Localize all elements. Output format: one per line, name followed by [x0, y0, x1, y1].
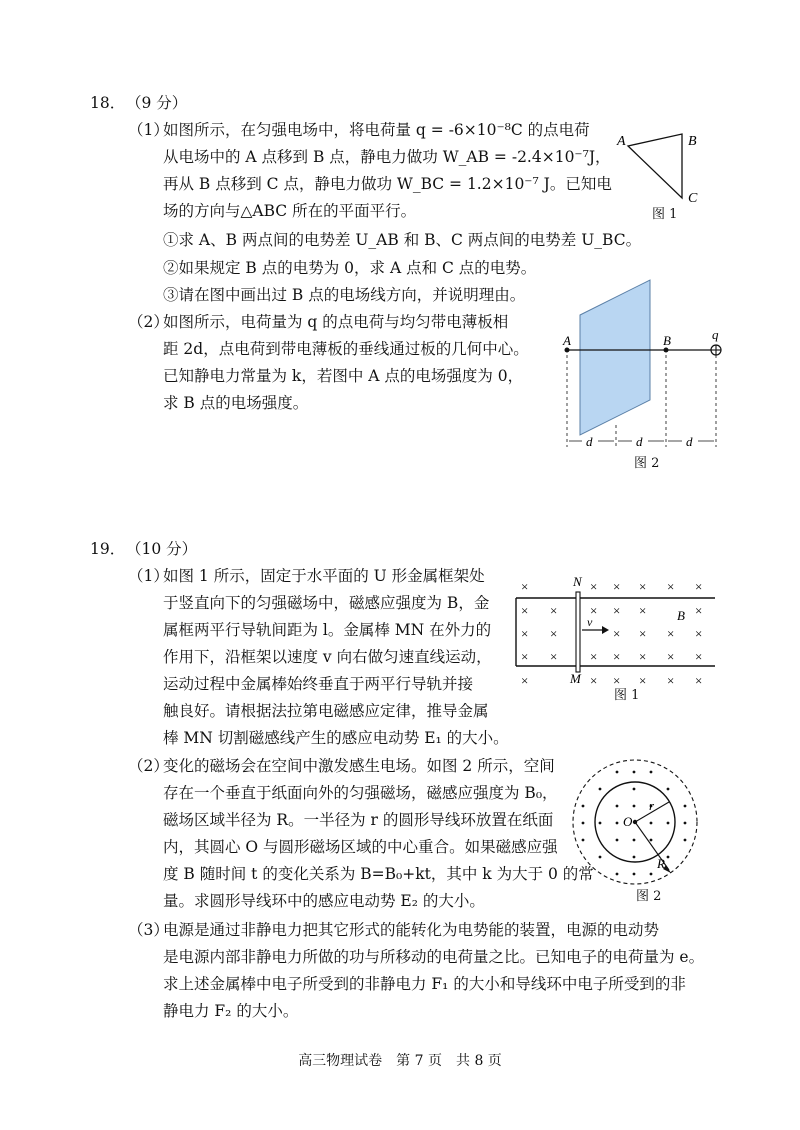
field-cross: × [590, 579, 598, 594]
svg-text:O: O [623, 814, 633, 829]
field-dot [684, 805, 687, 808]
field-dot [684, 839, 687, 842]
q18-part2-line: 求 B 点的电场强度。 [163, 394, 309, 412]
svg-text:R: R [657, 856, 665, 871]
point-b [664, 348, 669, 353]
field-dot [650, 873, 653, 876]
field-dot [650, 839, 653, 842]
field-cross: × [521, 673, 529, 688]
field-cross: × [695, 579, 703, 594]
q19-part1-line: 如图 1 所示，固定于水平面的 U 形金属框架处 [163, 567, 485, 585]
q18-part1-line: 再从 B 点移到 C 点，静电力做功 W_BC = 1.2×10⁻⁷ J。已知电 [163, 175, 612, 193]
field-cross: × [550, 626, 558, 641]
q19-part1-line: 运动过程中金属棒始终垂直于两平行导轨并接 [163, 675, 474, 693]
q19-part3-line: 求上述金属棒中电子所受到的非静电力 F₁ 的大小和导线环中电子所受到的非 [163, 975, 686, 993]
field-dot [599, 788, 602, 791]
q18-number: 18． [90, 94, 126, 112]
field-cross: × [550, 649, 558, 664]
q19-score: （10 分） [126, 540, 198, 558]
q19-part1-line: 属框两平行导轨间距为 l。金属棒 MN 在外力的 [163, 621, 492, 639]
point-c-label: C [688, 191, 698, 206]
field-dot [650, 771, 653, 774]
q18-part2-label: （2） [128, 313, 169, 331]
svg-text:r: r [649, 798, 655, 813]
q18-sub-question: ③请在图中画出过 B 点的电场线方向，并说明理由。 [163, 286, 526, 304]
point-a-label: A [617, 134, 626, 149]
field-dot [599, 822, 602, 825]
q19-part2-line: 内，其圆心 O 与圆形磁场区域的中心重合。如果磁感应强 [163, 838, 558, 856]
svg-text:N: N [573, 574, 582, 589]
q19-part1-line: 作用下，沿框架以速度 v 向右做匀速直线运动， [163, 648, 492, 666]
field-cross: × [590, 673, 598, 688]
q18-part1-label: （1） [128, 121, 169, 139]
q19-part1-label: （1） [128, 567, 169, 585]
field-cross: × [521, 579, 529, 594]
field-cross: × [695, 626, 703, 641]
field-dot [582, 839, 585, 842]
q19-fig2-circular-field [565, 758, 705, 888]
q19-part2-label: （2） [128, 757, 169, 775]
svg-text:M: M [570, 671, 581, 686]
q18-sub-question: ①求 A、B 两点间的电势差 U_AB 和 B、C 两点间的电势差 U_BC。 [163, 231, 642, 249]
q19-part1-line: 触良好。请根据法拉第电磁感应定律，推导金属 [163, 702, 489, 720]
field-cross: × [639, 579, 647, 594]
field-dot [616, 771, 619, 774]
point-b-label: B [688, 134, 697, 149]
field-dot [667, 822, 670, 825]
metal-rod-mn [576, 592, 580, 672]
svg-text:d: d [686, 434, 693, 449]
q19-part3-line: 是电源内部非静电力所做的功与所移动的电荷量之比。已知电子的电荷量为 e。 [163, 948, 705, 966]
field-cross: × [667, 579, 675, 594]
field-cross: × [521, 603, 529, 618]
field-cross: × [695, 603, 703, 618]
q19-part3-line: 电源是通过非静电力把其它形式的能转化为电势能的装置，电源的电动势 [163, 921, 660, 939]
field-cross: × [613, 649, 621, 664]
field-cross: × [590, 649, 598, 664]
q18-part1-line: 场的方向与△ABC 所在的平面平行。 [163, 202, 417, 220]
charged-plate [580, 280, 650, 435]
point-a [565, 348, 570, 353]
field-cross: × [590, 603, 598, 618]
q19-part3-label: （3） [128, 921, 169, 939]
field-dot [582, 805, 585, 808]
q19-part2-line: 变化的磁场会在空间中激发感生电场。如图 2 所示，空间 [163, 757, 555, 775]
field-dot [633, 788, 636, 791]
field-dot [582, 822, 585, 825]
field-dot [633, 856, 636, 859]
field-dot [667, 788, 670, 791]
field-cross: × [639, 649, 647, 664]
field-dot [616, 839, 619, 842]
field-cross: × [521, 649, 529, 664]
q18-part2-line: 已知静电力常量为 k，若图中 A 点的电场强度为 0， [163, 367, 524, 385]
field-cross: × [639, 626, 647, 641]
q19-part2-line: 磁场区域半径为 R。一半径为 r 的圆形导线环放置在纸面 [163, 811, 554, 829]
svg-text:d: d [586, 434, 593, 449]
field-cross: × [667, 626, 675, 641]
field-cross: × [521, 626, 529, 641]
field-cross: × [550, 603, 558, 618]
field-dot [616, 873, 619, 876]
field-dot [616, 805, 619, 808]
svg-text:v: v [587, 615, 593, 629]
q19-fig2-caption: 图 2 [636, 889, 662, 904]
field-cross: × [667, 673, 675, 688]
q19-part3-line: 静电力 F₂ 的大小。 [163, 1002, 299, 1020]
q18-part2-line: 如图所示，电荷量为 q 的点电荷与均匀带电薄板相 [163, 313, 509, 331]
field-dot [684, 822, 687, 825]
field-dot [650, 822, 653, 825]
field-cross: × [613, 626, 621, 641]
field-cross: × [639, 673, 647, 688]
q19-part1-line: 于竖直向下的匀强磁场中，磁感应强度为 B，金 [163, 594, 490, 612]
svg-text:q: q [712, 327, 719, 342]
q19-fig1-caption: 图 1 [614, 688, 640, 703]
q19-number: 19． [90, 540, 126, 558]
field-dot [599, 856, 602, 859]
q19-fig1-u-frame [510, 570, 720, 688]
velocity-arrow [602, 626, 609, 634]
page-footer: 高三物理试卷 第 7 页 共 8 页 [298, 1053, 502, 1069]
field-dot [667, 856, 670, 859]
field-cross: × [695, 673, 703, 688]
q18-part1-line: 如图所示，在匀强电场中，将电荷量 q = -6×10⁻⁸C 的点电荷 [163, 121, 590, 139]
field-cross: × [695, 649, 703, 664]
q18-part1-line: 从电场中的 A 点移到 B 点，静电力做功 W_AB = -2.4×10⁻⁷J， [163, 148, 611, 166]
q18-score: （9 分） [126, 94, 188, 112]
field-cross: × [613, 603, 621, 618]
field-dot [633, 771, 636, 774]
field-dot [616, 822, 619, 825]
svg-text:B: B [677, 608, 685, 623]
q19-part1-line: 棒 MN 切割磁感线产生的感应电动势 E₁ 的大小。 [163, 729, 509, 747]
field-cross: × [639, 603, 647, 618]
q19-part2-line: 量。求圆形导线环中的感应电动势 E₂ 的大小。 [163, 892, 485, 910]
q18-fig2-caption: 图 2 [634, 456, 660, 471]
q18-sub-question: ②如果规定 B 点的电势为 0，求 A 点和 C 点的电势。 [163, 259, 537, 277]
field-dot [633, 805, 636, 808]
svg-text:A: A [563, 333, 571, 348]
q18-fig2-plate [555, 275, 740, 460]
q18-fig1-caption: 图 1 [652, 207, 678, 222]
q18-part2-line: 距 2d，点电荷到带电薄板的垂线通过板的几何中心。 [163, 340, 529, 358]
q19-part2-line: 存在一个垂直于纸面向外的匀强磁场，磁感应强度为 B₀， [163, 784, 558, 802]
field-cross: × [667, 649, 675, 664]
svg-text:B: B [663, 333, 671, 348]
field-cross: × [613, 579, 621, 594]
field-dot [633, 839, 636, 842]
svg-text:d: d [636, 434, 643, 449]
field-cross: × [613, 673, 621, 688]
q19-part2-line: 度 B 随时间 t 的变化关系为 B=B₀+kt，其中 k 为大于 0 的常 [163, 865, 594, 883]
field-dot [633, 873, 636, 876]
